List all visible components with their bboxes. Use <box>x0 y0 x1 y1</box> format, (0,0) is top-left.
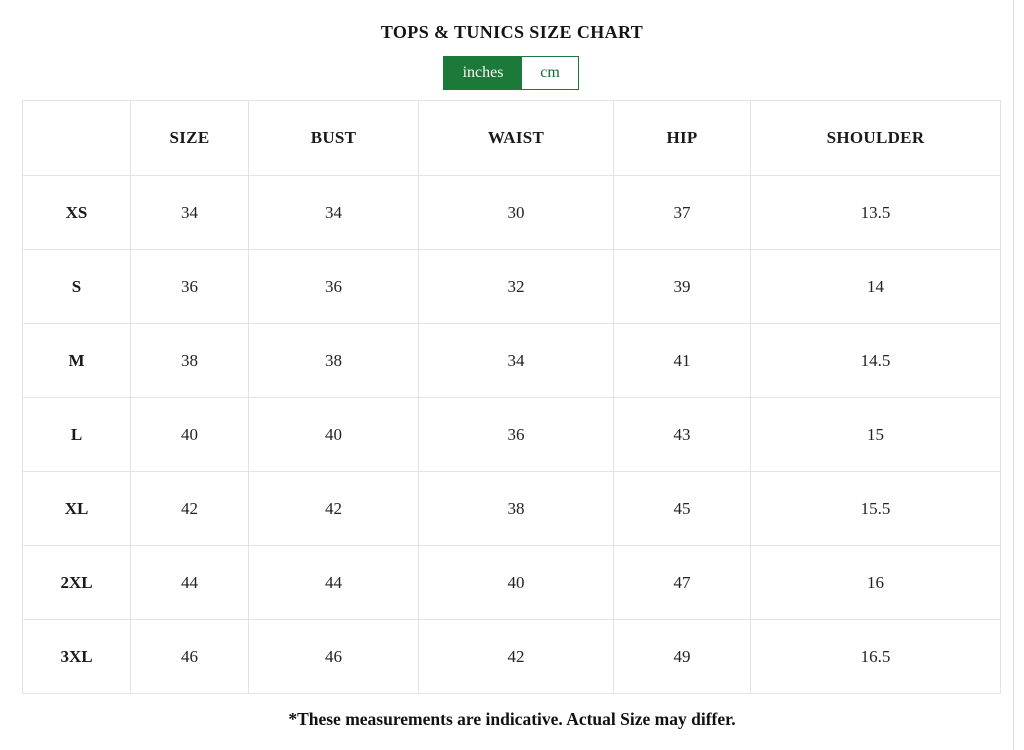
cell-size: 38 <box>131 324 249 398</box>
cell-hip: 49 <box>614 620 751 694</box>
cell-hip: 41 <box>614 324 751 398</box>
cell-size: 46 <box>131 620 249 694</box>
row-label: M <box>23 324 131 398</box>
cell-shoulder: 15 <box>751 398 1001 472</box>
cell-waist: 38 <box>419 472 614 546</box>
header-cell-bust: BUST <box>249 101 419 176</box>
cell-shoulder: 16 <box>751 546 1001 620</box>
unit-toggle-cm[interactable]: cm <box>522 57 578 89</box>
cell-hip: 37 <box>614 176 751 250</box>
row-label: L <box>23 398 131 472</box>
page-title: TOPS & TUNICS SIZE CHART <box>380 22 644 42</box>
cell-size: 42 <box>131 472 249 546</box>
cell-waist: 30 <box>419 176 614 250</box>
footnote: *These measurements are indicative. Actual Size may differ. <box>288 709 736 729</box>
row-label: 2XL <box>23 546 131 620</box>
cell-waist: 34 <box>419 324 614 398</box>
row-label: XL <box>23 472 131 546</box>
cell-size: 36 <box>131 250 249 324</box>
cell-size: 40 <box>131 398 249 472</box>
table-row <box>23 250 1001 324</box>
cell-size: 34 <box>131 176 249 250</box>
unit-toggle-inches[interactable]: inches <box>444 57 522 89</box>
cell-bust: 42 <box>249 472 419 546</box>
table-row <box>23 176 1001 250</box>
table-row <box>23 620 1001 694</box>
cell-bust: 40 <box>249 398 419 472</box>
unit-toggle <box>443 56 579 90</box>
cell-shoulder: 14 <box>751 250 1001 324</box>
row-label: XS <box>23 176 131 250</box>
header-cell-empty <box>23 101 131 176</box>
table-row <box>23 324 1001 398</box>
table-row <box>23 546 1001 620</box>
cell-hip: 47 <box>614 546 751 620</box>
header-cell-size: SIZE <box>131 101 249 176</box>
cell-hip: 39 <box>614 250 751 324</box>
row-label: S <box>23 250 131 324</box>
cell-shoulder: 15.5 <box>751 472 1001 546</box>
cell-bust: 38 <box>249 324 419 398</box>
cell-bust: 34 <box>249 176 419 250</box>
size-table <box>22 100 1001 694</box>
header-cell-hip: HIP <box>614 101 751 176</box>
cell-shoulder: 14.5 <box>751 324 1001 398</box>
cell-shoulder: 13.5 <box>751 176 1001 250</box>
row-label: 3XL <box>23 620 131 694</box>
viewport-edge-divider <box>1013 0 1014 750</box>
cell-waist: 36 <box>419 398 614 472</box>
cell-waist: 42 <box>419 620 614 694</box>
cell-hip: 45 <box>614 472 751 546</box>
cell-size: 44 <box>131 546 249 620</box>
table-row <box>23 472 1001 546</box>
table-row <box>23 398 1001 472</box>
header-cell-shoulder: SHOULDER <box>751 101 1001 176</box>
cell-shoulder: 16.5 <box>751 620 1001 694</box>
cell-waist: 32 <box>419 250 614 324</box>
cell-bust: 44 <box>249 546 419 620</box>
cell-waist: 40 <box>419 546 614 620</box>
cell-bust: 46 <box>249 620 419 694</box>
cell-bust: 36 <box>249 250 419 324</box>
cell-hip: 43 <box>614 398 751 472</box>
header-cell-waist: WAIST <box>419 101 614 176</box>
table-header-row <box>23 101 1001 176</box>
